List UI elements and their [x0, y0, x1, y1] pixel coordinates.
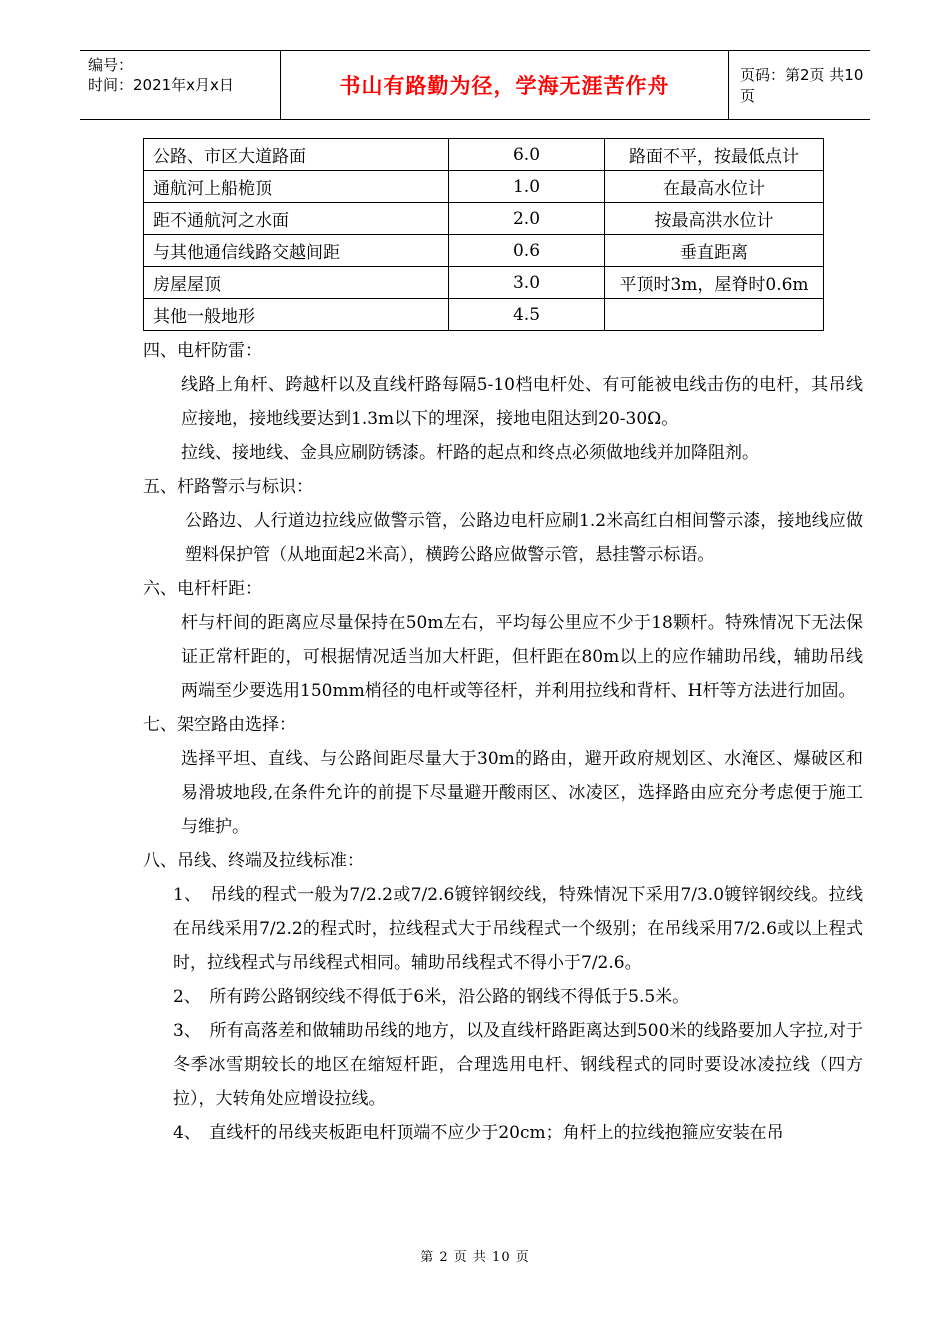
- time-label: 时间：2021年x月x日: [88, 76, 234, 94]
- section-title-warning: 五、杆路警示与标识：: [143, 477, 313, 497]
- table-cell-note: [605, 299, 824, 331]
- header-slogan: 书山有路勤为径，学海无涯苦作舟: [339, 74, 670, 98]
- number-label: 编号：: [88, 56, 134, 74]
- page-code: 页码：第2页 共10页: [740, 66, 864, 105]
- table-cell-item: 其他一般地形: [144, 299, 449, 331]
- section-paragraph: 线路上角杆、跨越杆以及直线杆路每隔5-10档电杆处、有可能被电线击伤的电杆，其吊线应接地，接地线要达到1.3m以下的埋深，接地电阻达到20-30Ω。: [181, 375, 863, 429]
- header-slogan-box: [280, 51, 729, 119]
- table-cell-note: 垂直距离: [605, 235, 824, 267]
- table-cell-value: 0.6: [449, 235, 605, 267]
- table-cell-value: 6.0: [449, 139, 605, 171]
- table-cell-note: 在最高水位计: [605, 171, 824, 203]
- page-header: [80, 50, 870, 120]
- section-paragraph: 拉线、接地线、金具应刷防锈漆。杆路的起点和终点必须做地线并加降阻剂。: [181, 443, 759, 463]
- table-row: [144, 171, 824, 203]
- table-cell-note: 路面不平，按最低点计: [605, 139, 824, 171]
- section-title-lightning: 四、电杆防雷：: [143, 341, 262, 361]
- table-cell-item: 公路、市区大道路面: [144, 139, 449, 171]
- table-cell-value: 3.0: [449, 267, 605, 299]
- table-row: [144, 203, 824, 235]
- table-cell-value: 2.0: [449, 203, 605, 235]
- clearance-table: [143, 138, 824, 331]
- table-cell-value: 4.5: [449, 299, 605, 331]
- section-title-pole-spacing: 六、电杆杆距：: [143, 579, 262, 599]
- table-cell-item: 与其他通信线路交越间距: [144, 235, 449, 267]
- document-body: [143, 334, 863, 1150]
- section-title-route: 七、架空路由选择：: [143, 715, 296, 735]
- section-paragraph: 选择平坦、直线、与公路间距尽量大于30m的路由，避开政府规划区、水淹区、爆破区和易滑坡地段,在条件允许的前提下尽量避开酸雨区、冰凌区，选择路由应充分考虑便于施工与维护。: [181, 749, 863, 837]
- table-cell-note: 按最高洪水位计: [605, 203, 824, 235]
- section-paragraph: 杆与杆间的距离应尽量保持在50m左右，平均每公里应不少于18颗杆。特殊情况下无法保证正常杆距的，可根据情况适当加大杆距，但杆距在80m以上的应作辅助吊线，辅助吊线两端至少要选用150mm梢径的电杆或等径杆，并利用拉线和背杆、H杆等方法进行加固。: [181, 613, 863, 701]
- table-row: [144, 267, 824, 299]
- section-title-wire-standard: 八、吊线、终端及拉线标准：: [143, 851, 364, 871]
- header-meta: [88, 55, 234, 95]
- table-row: [144, 235, 824, 267]
- table-cell-item: 房屋屋顶: [144, 267, 449, 299]
- list-item: 1、 吊线的程式一般为7/2.2或7/2.6镀锌钢绞线，特殊情况下采用7/3.0镀锌钢绞线。拉线在吊线采用7/2.2的程式时，拉线程式大于吊线程式一个级别；在吊线采用7/2.6或以上程式时，拉线程式与吊线程式相同。辅助吊线程式不得小于7/2.6。: [173, 885, 863, 973]
- page-footer: 第 2 页 共 10 页: [420, 1250, 530, 1265]
- list-item: 4、 直线杆的吊线夹板距电杆顶端不应少于20cm；角杆上的拉线抱箍应安装在吊: [173, 1123, 784, 1143]
- list-item: 2、 所有跨公路钢绞线不得低于6米，沿公路的钢线不得低于5.5米。: [173, 987, 690, 1007]
- table-row: [144, 139, 824, 171]
- table-row: [144, 299, 824, 331]
- table-cell-item: 通航河上船桅顶: [144, 171, 449, 203]
- table-cell-item: 距不通航河之水面: [144, 203, 449, 235]
- table-cell-note: 平顶时3m，屋脊时0.6m: [605, 267, 824, 299]
- table-cell-value: 1.0: [449, 171, 605, 203]
- section-paragraph: 公路边、人行道边拉线应做警示管，公路边电杆应刷1.2米高红白相间警示漆，接地线应做塑料保护管（从地面起2米高），横跨公路应做警示管，悬挂警示标语。: [185, 511, 863, 565]
- list-item: 3、 所有高落差和做辅助吊线的地方，以及直线杆路距离达到500米的线路要加人字拉,对于冬季冰雪期较长的地区在缩短杆距，合理选用电杆、钢线程式的同时要设冰凌拉线（四方拉），大转角处应增设拉线。: [173, 1021, 863, 1109]
